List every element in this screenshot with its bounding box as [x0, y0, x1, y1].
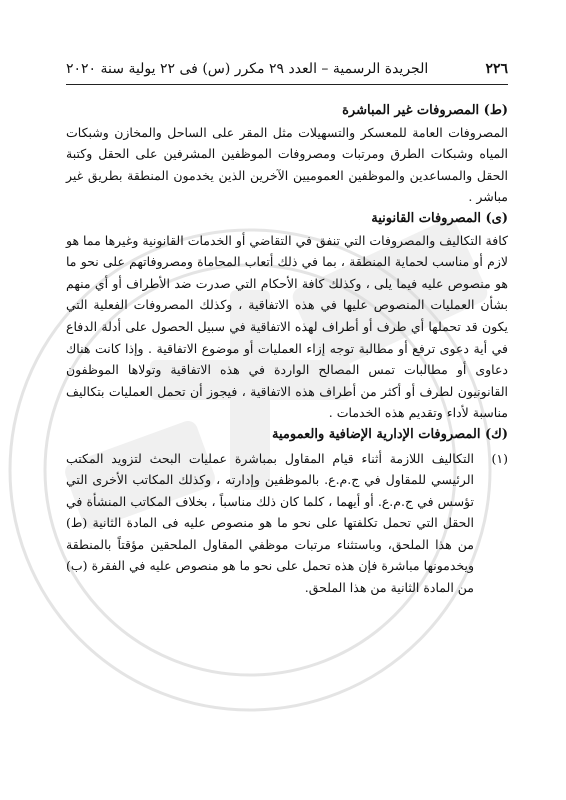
document-body [66, 100, 508, 599]
section-legal-expenses [66, 208, 508, 424]
section-administrative-overhead [66, 424, 508, 599]
numbered-item [66, 448, 508, 599]
section-paragraph: المصروفات العامة للمعسكر والتسهيلات مثل المقر على الساحل والمخازن وشبكات المياه وشبكات الطرق ومرتبات ومصروفات الموظفين المشرفين على الحقل وكتبة الحقل والمساعدين والموظفين العموميين الآخرين الذين يخدمون المنطقة بطريق غير مباشر . [66, 124, 508, 205]
section-title: (ك) المصروفات الإدارية الإضافية والعمومية [272, 426, 508, 442]
section-indirect-expenses [66, 100, 508, 208]
page-header [66, 58, 508, 82]
gazette-issue-title: الجريدة الرسمية – العدد ٢٩ مكرر (س) فى ٢٢ يولية سنة ٢٠٢٠ [66, 61, 429, 77]
item-number: (١) [491, 450, 508, 466]
section-title: (ط) المصروفات غير المباشرة [342, 103, 508, 118]
header-rule [66, 84, 508, 85]
page-number: ٢٢٦ [485, 61, 508, 77]
item-text: التكاليف اللازمة أثناء قيام المقاول بمباشرة عمليات البحث لتزويد المكتب الرئيسي للمقاول في ج.م.ع. بالموظفين وإدارته ، وكذلك المكاتب الأخرى التي تؤسس في ج.م.ع. أو أيهما ، كلما كان ذلك مناسباً ، بخلاف المكاتب المنشأة في الحقل التي تحمل تكلفتها على نحو ما هو منصوص عليه فى المادة الثانية (ط) من هذا الملحق، وباستثناء مرتبات موظفي المقاول الملحقين مؤقتاً بالمنطقة ويخدمونها مباشرة فإن هذه تحمل على نحو ما هو منصوص عليه في الفقرة (ب) من المادة الثانية من هذا الملحق. [66, 450, 474, 596]
section-title: (ى) المصروفات القانونية [371, 210, 508, 226]
section-paragraph: كافة التكاليف والمصروفات التي تنفق في التقاضي أو الخدمات القانونية وغيرها مما هو لازم أو مناسب لحماية المنطقة ، بما في ذلك أتعاب المحاماة ومصروفاتهم على نحو ما هو منصوص عليه فيما يلى ، وكذلك كافة الأحكام التي صدرت ضد الأطراف أو أي منهم بشأن العمليات المنصوص عليها في هذه الاتفاقية ، وكذلك المصروفات الفعلية التي يكون قد تحملها أي طرف أو أطراف لهذه الاتفاقية في سبيل الحصول على أدلة الدفاع في أية دعوى ترفع أو مطالبة توجه إزاء العمليات أو موضوع الاتفاقية . وإذا كانت هناك دعاوى أو مطالبات تمس المصالح الواردة في هذه الاتفاقية وتولاها الموظفون القانونيون لطرف أو أكثر من أطراف هذه الاتفاقية ، فيجوز أن تحمل العمليات بتكاليف مناسبة لأداء وتقديم هذه الخدمات . [66, 232, 508, 421]
